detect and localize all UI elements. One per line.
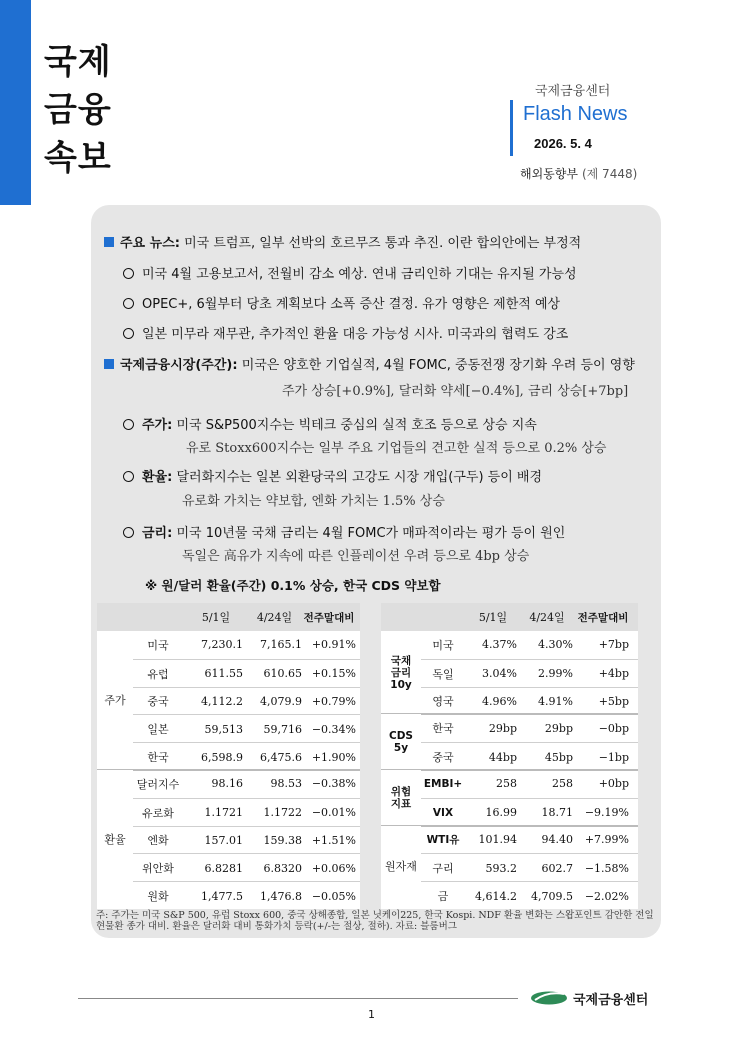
row-label: 엔화	[147, 834, 169, 848]
group-label: CDS 5y	[381, 714, 421, 770]
footnote: 주: 주가는 미국 S&P 500, 유럽 Stoxx 600, 중국 상해종합, 일본 닛케이225, 한국 Kospi. NDF 환율 변화는 스왑포인트 감안한 전일 현물환 종가 대비. 환율은 달러화 대비 통화가치 등락(+/-는 절상, 절하). 자료: 블룸버그	[96, 910, 654, 932]
title-line: 속보	[44, 138, 112, 178]
table-row	[421, 881, 638, 910]
table-row	[421, 853, 638, 882]
table-cell: 98.53	[270, 777, 302, 791]
table-cell: 602.7	[541, 861, 573, 875]
news-headline: 미국 트럼프, 일부 선박의 호르무즈 통과 추진. 이란 합의안에는 부정적	[184, 236, 582, 251]
table-row	[421, 714, 638, 742]
row-label: 구리	[432, 862, 454, 876]
table-cell: +7bp	[598, 638, 629, 652]
table-cell: 3.04%	[482, 667, 517, 681]
kcif-logo-icon	[530, 988, 568, 1006]
row-label: 한국	[147, 751, 169, 765]
page-number: 1	[368, 1008, 375, 1021]
row-label: 유럽	[147, 667, 169, 681]
row-label: 일본	[147, 723, 169, 737]
table-cell: 4.91%	[538, 694, 573, 708]
news-label: 주요 뉴스:	[120, 236, 180, 251]
group-label: 국채 금리 10y	[381, 631, 421, 714]
stocks-text: 미국 S&P500지수는 빅테크 중심의 실적 호조 등으로 상승 지속	[176, 418, 537, 433]
table-cell: 1,476.8	[260, 889, 302, 903]
table-header	[97, 603, 360, 631]
table-cell: 59,513	[204, 722, 243, 736]
issue-date: 2026. 5. 4	[534, 136, 592, 151]
table-row	[133, 826, 360, 855]
circle-bullet-icon	[123, 268, 134, 279]
table-cell: +0bp	[598, 777, 629, 791]
accent-bar	[0, 0, 31, 205]
table-row	[133, 631, 360, 659]
table-row	[133, 687, 360, 716]
table-cell: 4,112.2	[201, 694, 243, 708]
table-cell: +0.15%	[311, 667, 356, 681]
table-cell: +0.06%	[311, 861, 356, 875]
row-label: 유로화	[142, 806, 174, 820]
table-row	[421, 826, 638, 854]
news-item-text: 일본 미무라 재무관, 추가적인 환율 대응 가능성 시사. 미국과의 협력도 강조	[142, 327, 569, 342]
circle-bullet-icon	[123, 527, 134, 538]
table-cell: 7,230.1	[201, 638, 243, 652]
table-cell: 1.1722	[263, 806, 302, 820]
title-line: 국제	[44, 42, 112, 82]
rates-sub: 독일은 高유가 지속에 따른 인플레이션 우려 등으로 4bp 상승	[182, 549, 530, 564]
table-cell: 16.99	[485, 806, 517, 820]
table-cell: 59,716	[263, 722, 302, 736]
table-header	[381, 603, 638, 631]
table-cell: 18.71	[541, 806, 573, 820]
row-label: 달러지수	[136, 777, 180, 791]
table-cell: 94.40	[541, 832, 573, 846]
table-cell: −1bp	[598, 750, 629, 764]
table-cell: 29bp	[544, 721, 573, 735]
flash-divider	[510, 100, 513, 156]
row-label: 원화	[147, 890, 169, 904]
table-row	[133, 881, 360, 910]
fx-text: 달러화지수는 일본 외환당국의 고강도 시장 개입(구두) 등이 배경	[176, 470, 543, 485]
table-row	[421, 631, 638, 659]
page-title	[44, 38, 112, 182]
table-cell: 6,475.6	[260, 750, 302, 764]
row-label: 한국	[432, 722, 454, 736]
row-label: VIX	[432, 806, 454, 819]
table-row	[133, 853, 360, 882]
table-row	[133, 770, 360, 798]
table-cell: −1.58%	[584, 861, 629, 875]
table-cell: +0.91%	[311, 638, 356, 652]
table-cell: 2.99%	[538, 667, 573, 681]
group-label: 원자재	[381, 826, 421, 909]
table-cell: 6.8281	[204, 861, 243, 875]
table-cell: 1.1721	[204, 806, 243, 820]
column-header: 5/1일	[201, 611, 231, 624]
main-news-line	[104, 232, 581, 251]
krw-note: ※ 원/달러 환율(주간) 0.1% 상승, 한국 CDS 약보합	[145, 578, 441, 593]
table-cell: 29bp	[488, 721, 517, 735]
row-label: 영국	[432, 695, 454, 709]
table-cell: −0.05%	[311, 889, 356, 903]
circle-bullet-icon	[123, 419, 134, 430]
rates-text: 미국 10년물 국채 금리는 4월 FOMC가 매파적이라는 평가 등이 원인	[176, 526, 566, 541]
row-label: 미국	[147, 638, 169, 652]
table-cell: 6,598.9	[201, 750, 243, 764]
news-item-text: OPEC+, 6월부터 당초 계획보다 소폭 증산 결정. 유가 영향은 제한적 예상	[142, 297, 561, 312]
row-label: 중국	[147, 695, 169, 709]
table-row	[421, 742, 638, 771]
table-cell: 258	[496, 777, 517, 791]
square-bullet-icon	[104, 237, 114, 247]
doc-number: (제 7448)	[581, 167, 638, 181]
table-cell: −0bp	[598, 721, 629, 735]
market-line	[104, 354, 635, 373]
column-header: 5/1일	[478, 611, 508, 624]
table-cell: −0.38%	[311, 777, 356, 791]
fx-label: 환율:	[142, 470, 173, 485]
group-label: 주가	[97, 631, 133, 770]
table-cell: 6.8320	[263, 861, 302, 875]
table-cell: 258	[552, 777, 573, 791]
table-cell: 98.16	[211, 777, 243, 791]
circle-bullet-icon	[123, 298, 134, 309]
flash-news-label: Flash News	[523, 103, 628, 125]
table-cell: 611.55	[204, 667, 243, 681]
news-item	[123, 323, 568, 342]
table-cell: +1.51%	[311, 833, 356, 847]
rates-line	[123, 522, 565, 541]
column-header: 4/24일	[256, 611, 293, 624]
fx-sub: 유로화 가치는 약보합, 엔화 가치는 1.5% 상승	[182, 494, 445, 509]
fx-line	[123, 466, 542, 485]
title-line: 금융	[44, 90, 112, 130]
table-cell: −2.02%	[584, 889, 629, 903]
table-cell: 4.37%	[482, 638, 517, 652]
table-row	[133, 659, 360, 688]
table-cell: 593.2	[485, 861, 517, 875]
market-sub: 주가 상승[+0.9%], 달러화 약세[−0.4%], 금리 상승[+7bp]	[282, 384, 629, 399]
table-cell: +5bp	[598, 694, 629, 708]
market-table-right	[381, 603, 638, 909]
table-cell: 1,477.5	[201, 889, 243, 903]
table-cell: 4,709.5	[531, 889, 573, 903]
table-cell: +4bp	[598, 667, 629, 681]
news-item	[123, 293, 560, 312]
table-row	[421, 798, 638, 827]
table-cell: +1.90%	[311, 750, 356, 764]
table-row	[133, 798, 360, 827]
table-cell: 7,165.1	[260, 638, 302, 652]
table-cell: +7.99%	[584, 832, 629, 846]
row-label: WTI유	[426, 833, 460, 846]
news-item-text: 미국 4월 고용보고서, 전월비 감소 예상. 연내 금리인하 기대는 유지될 가능성	[142, 267, 577, 282]
table-cell: +0.79%	[311, 694, 356, 708]
table-cell: 4,614.2	[475, 889, 517, 903]
market-text: 미국은 양호한 기업실적, 4월 FOMC, 중동전쟁 장기화 우려 등이 영향	[241, 358, 635, 373]
market-label: 국제금융시장(주간):	[120, 358, 238, 373]
row-label: 금	[437, 890, 449, 904]
table-cell: −0.01%	[311, 806, 356, 820]
department-name: 해외동향부	[520, 167, 578, 181]
row-label: 위안화	[142, 862, 174, 876]
table-row	[421, 659, 638, 688]
group-label: 위험 지표	[381, 770, 421, 826]
table-row	[421, 687, 638, 716]
column-header: 4/24일	[529, 611, 565, 624]
table-cell: 101.94	[478, 832, 517, 846]
row-label: EMBI+	[423, 777, 463, 790]
news-item	[123, 263, 577, 282]
table-cell: 44bp	[488, 750, 517, 764]
table-row	[133, 714, 360, 743]
column-header: 전주말대비	[303, 611, 355, 624]
row-label: 중국	[432, 751, 454, 765]
market-table-left	[97, 603, 360, 909]
rates-label: 금리:	[142, 526, 173, 541]
table-cell: −0.34%	[311, 722, 356, 736]
footer-divider	[78, 998, 518, 999]
row-label: 미국	[432, 638, 454, 652]
table-cell: 4.30%	[538, 638, 573, 652]
table-cell: −9.19%	[584, 806, 629, 820]
table-cell: 4.96%	[482, 694, 517, 708]
square-bullet-icon	[104, 359, 114, 369]
table-row	[133, 742, 360, 771]
table-cell: 4,079.9	[260, 694, 302, 708]
table-cell: 157.01	[204, 833, 243, 847]
group-label: 환율	[97, 770, 133, 909]
circle-bullet-icon	[123, 471, 134, 482]
table-cell: 159.38	[263, 833, 302, 847]
circle-bullet-icon	[123, 328, 134, 339]
stocks-line	[123, 414, 537, 433]
stocks-sub: 유로 Stoxx600지수는 일부 주요 기업들의 견고한 실적 등으로 0.2% 상승	[186, 441, 607, 456]
department	[520, 165, 637, 182]
table-cell: 610.65	[263, 667, 302, 681]
issuer-name: 국제금융센터	[535, 84, 611, 99]
table-row	[421, 770, 638, 798]
column-header: 전주말대비	[577, 611, 629, 624]
row-label: 독일	[432, 667, 454, 681]
footer-center-name: 국제금융센터	[573, 993, 649, 1008]
table-cell: 45bp	[544, 750, 573, 764]
stocks-label: 주가:	[142, 418, 173, 433]
